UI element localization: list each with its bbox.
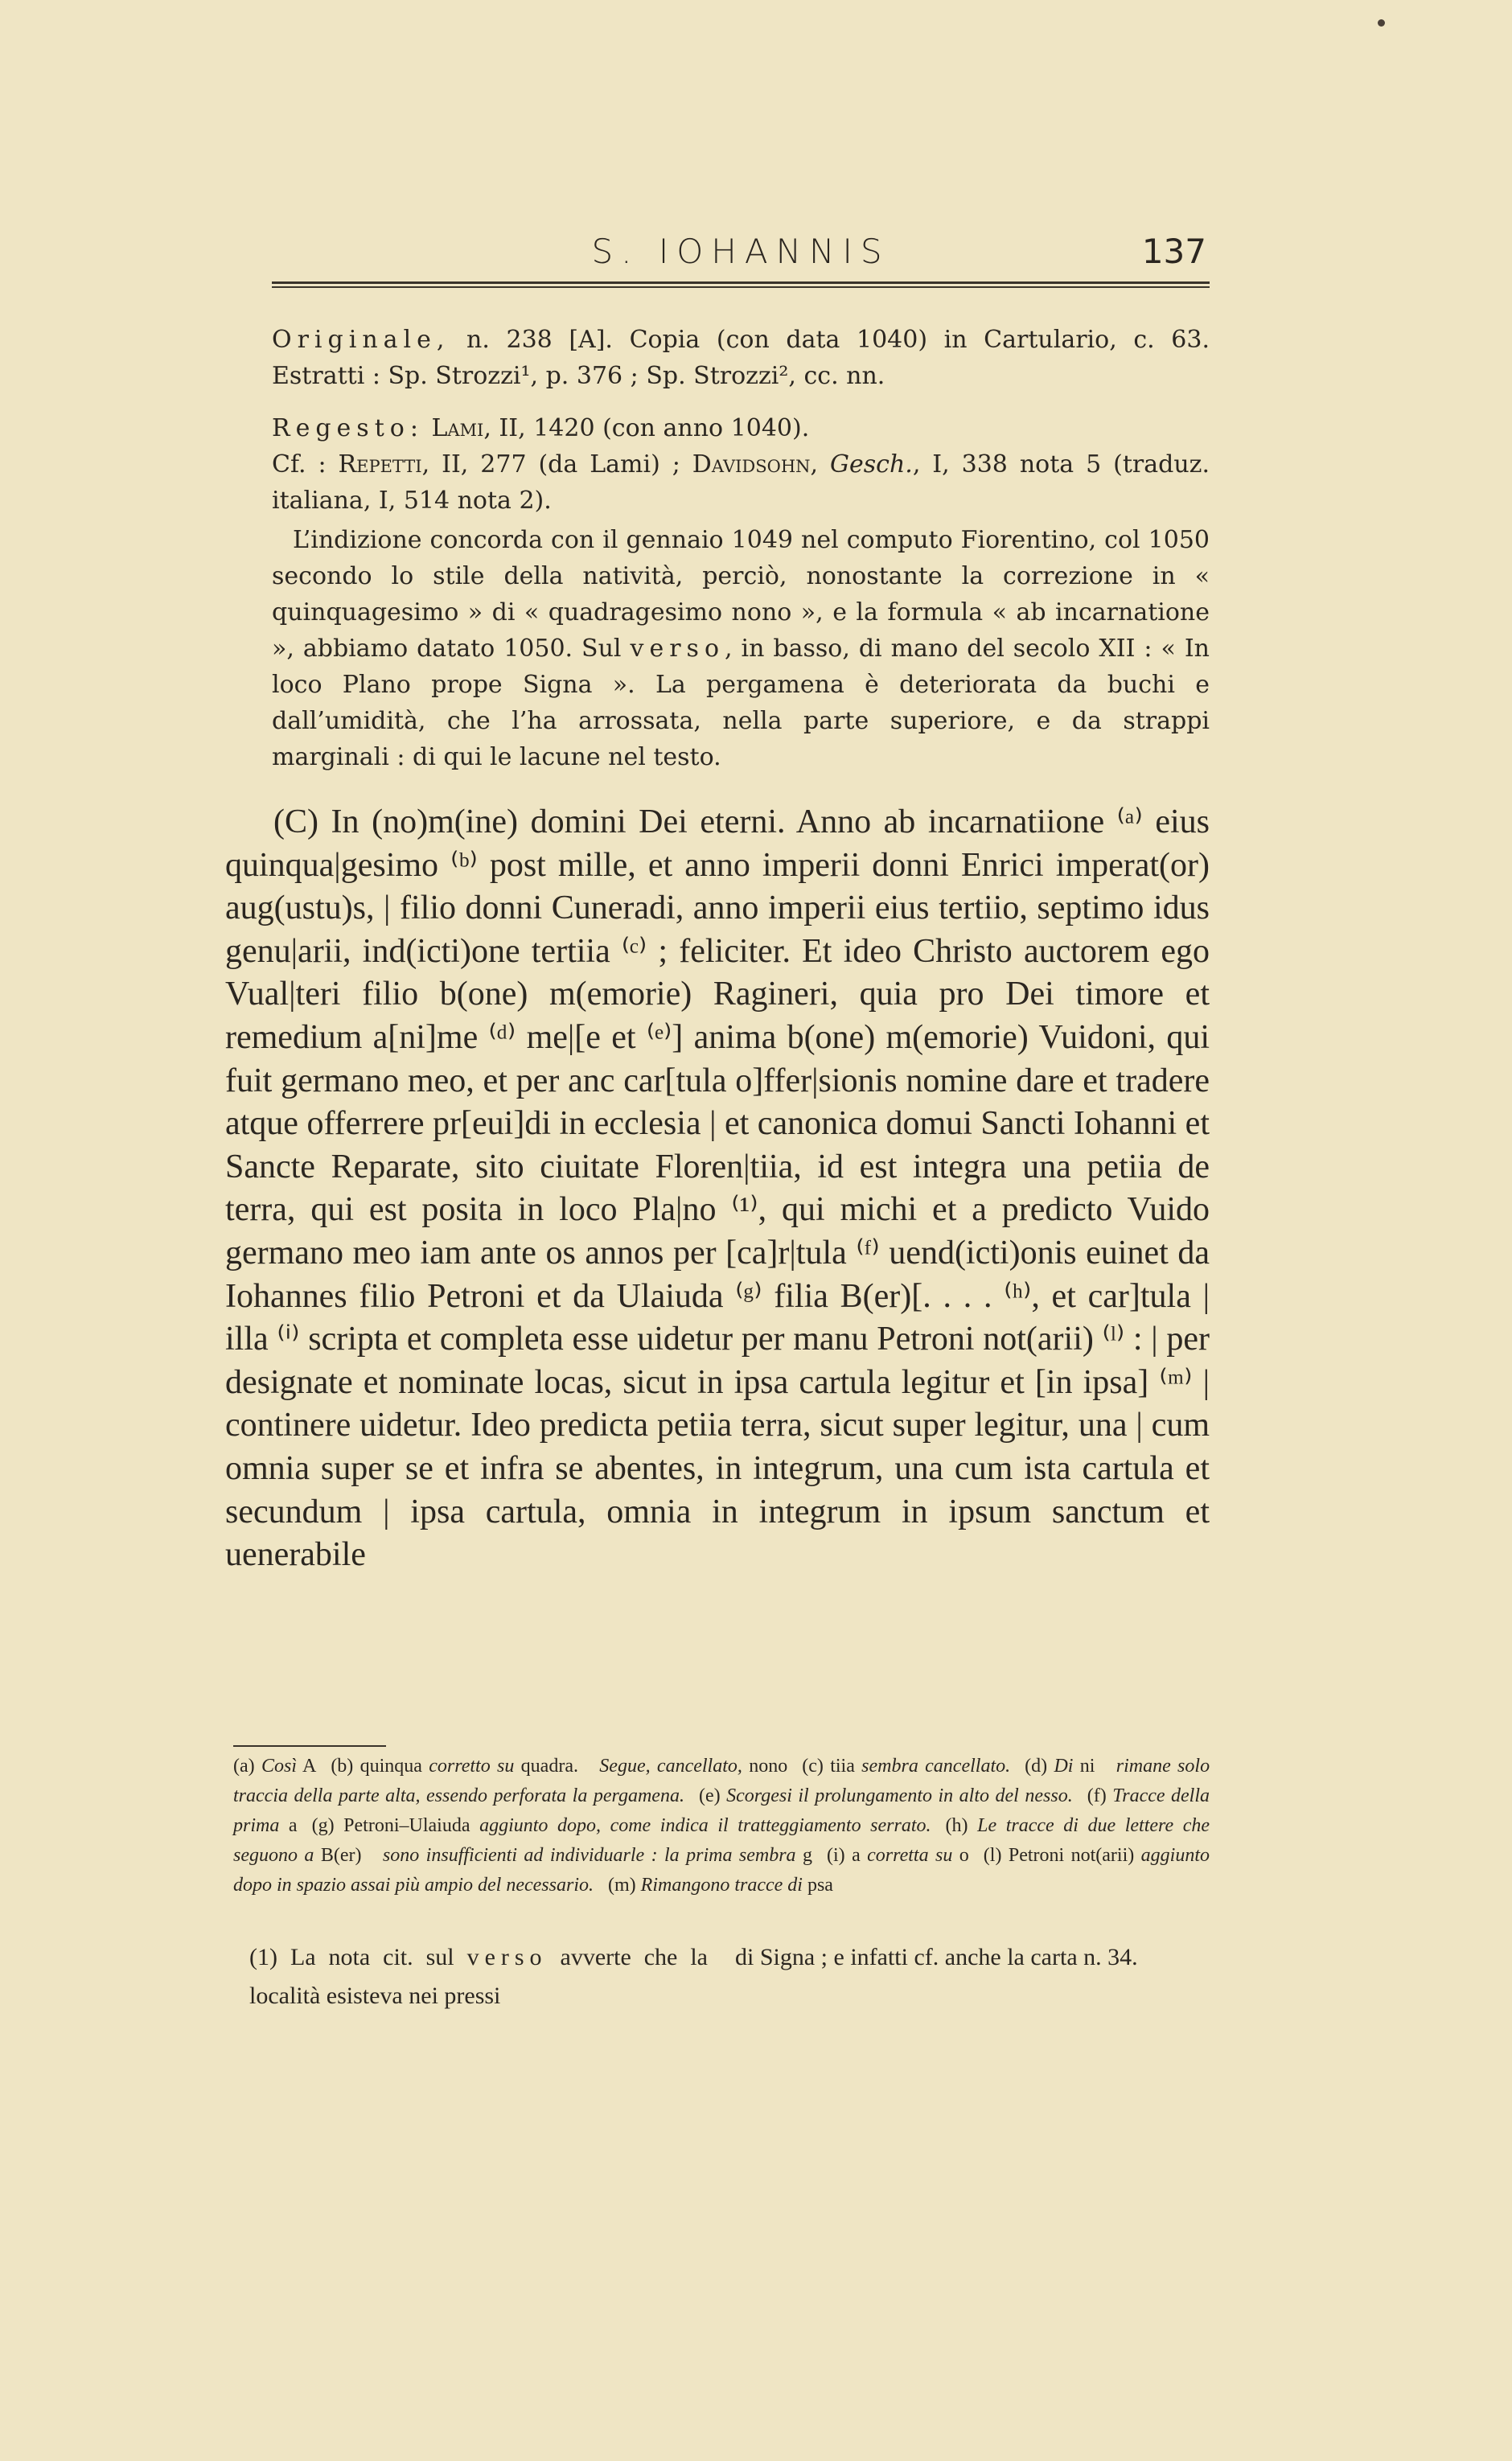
variant-italic: Di [1054,1756,1074,1777]
variant-note [599,1756,787,1777]
regesto-text: , II, 1420 (con anno 1040). [483,414,810,442]
variant-mark: (m) [608,1875,641,1896]
variant-mark: (h) [945,1815,978,1836]
originale-entry [272,322,1210,394]
variant-italic: Rimangono tracce di [640,1875,803,1896]
regesto-entry [272,410,1210,446]
variant-note [608,1875,833,1896]
editorial-intro [272,322,1210,775]
variant-italic: rimane solo traccia della parte alta, essendo perforata la pergamena. [233,1756,1210,1806]
cf-text-1: , II, 277 (da Lami) ; [421,450,692,479]
cf-text-2: , I, 338 nota 5 (traduz. italiana, I, 514 nota 2). [272,450,1210,515]
variant-mark: (d) [1025,1756,1054,1777]
variant-roman2: g [795,1845,812,1866]
variant-note [233,1756,316,1777]
variant-italic: Le tracce di due lettere che seguono a [233,1815,1210,1866]
variant-roman2: psa [802,1875,833,1896]
variant-note [802,1756,1010,1777]
variant-roman2: B(er) [314,1845,368,1866]
running-title: S. IOHANNIS [591,232,890,271]
variant-mark: (i) [826,1845,853,1866]
footnote-1 [249,1938,708,2015]
variant-roman: Petroni–Ulaiuda [343,1815,480,1836]
variant-roman: Petroni not(arii) [1008,1845,1141,1866]
variant-note [331,1756,585,1777]
editorial-note [272,522,1210,775]
variant-italic: Così [261,1756,297,1777]
critical-apparatus [233,1752,1210,1900]
footnote-left-text: avverte che la località esisteva nei pressi [249,1944,708,2009]
note-part-2: , in basso, di mano del secolo XII : « In loco Plano prope Signa ». La pergamena è deteriorata da buchi e dall’umidità, che l’ha arrossata, nella parte superiore, e da strappi marginali : di qui le lacune nel testo. [272,635,1210,771]
variant-mark: (a) [233,1756,261,1777]
variant-italic: corretta su [867,1845,953,1866]
variant-mark: (b) [331,1756,360,1777]
charter-text [225,801,1210,1577]
cf-separator: , [810,450,831,479]
variant-italic: Scorgesi il prolungamento in alto del nesso. [726,1785,1073,1806]
variant-note [827,1845,969,1866]
variant-italic: sembra cancellato. [861,1756,1011,1777]
notes-rule [233,1745,386,1747]
variant-italic: aggiunto dopo in spazio assai più ampio del necessario. [233,1845,1210,1896]
regesto-author: Lami [431,414,484,442]
variant-italic: Tracce della prima [233,1785,1210,1836]
footnote-1-continued: di Signa ; e infatti cf. anche la carta n. 34. [735,1944,1138,1970]
variant-italic: corretto su [429,1756,515,1777]
variant-mark: (e) [698,1785,727,1806]
cf-entry [272,446,1210,519]
cf-label: Cf. : [272,450,339,479]
cf-author-repetti: Repetti [338,450,422,479]
footnote-right-column [735,1938,1210,1977]
variant-italic: Segue, cancellato, [599,1756,742,1777]
variant-note [699,1785,1073,1806]
variant-italic: sono insufficienti ad individuarle : la prima sembra [382,1845,796,1866]
charter-paragraph: (C) In (no)m(ine) domini Dei eterni. Anno ab incarnatiione ⁽ᵃ⁾ eius quinqua|gesimo ⁽ᵇ⁾ post mille, et anno imperii donni Enrici imperat(or) aug(ustu)s, | filio donni Cuneradi, anno imperii eius tertiio, septimo idus genu|arii, ind(icti)one tertiia ⁽ᶜ⁾ ; feliciter. Et ideo Christo auctorem ego Vual|teri filio b(one) m(emorie) Ragineri, quia pro Dei timore et remedium a[ni]me ⁽ᵈ⁾ me|[e et ⁽ᵉ⁾] anima b(one) m(emorie) Vuidoni, qui fuit germano meo, et per anc car[tula o]ffer|sionis nomine dare et tradere atque offerrere pr[eui]di in ecclesia | et canonica domui Sancti Iohanni et Sancte Reparate, sito ciuitate Floren|tiia, id est integra una petiia de terra, qui est posita in loco Pla|no ⁽¹⁾, qui michi et a predicto Vuido germano meo iam ante os annos per [ca]r|tula ⁽ᶠ⁾ uend(icti)onis euinet da Iohannes filio Petroni et da Ulaiuda ⁽ᵍ⁾ filia B(er)[. . . . ⁽ʰ⁾, et car]tula | illa ⁽ⁱ⁾ scripta et completa esse uidetur per manu Petroni not(arii) ⁽ˡ⁾ : | per designate et nominate locas, sicut in ipsa cartula legitur et [in ipsa] ⁽ᵐ⁾ | continere uidetur. Ideo predicta petiia terra, sicut super legitur, una | cum omnia super se et infra se abentes, in integrum, una cum ista cartula et secundum | ipsa cartula, omnia in integrum in ipsum sanctum et uenerabile [225,803,1210,1574]
note-part-1: L’indizione concorda con il gennaio 1049 nel computo Fiorentino, col 1050 secondo lo stile della natività, perciò, nonostante la correzione in « quinquagesimo » di « quadragesimo nono », e la formula « ab incarnatione », abbiamo datato 1050. Sul [272,526,1210,663]
variant-roman: quinqua [360,1756,429,1777]
cf-title: Gesch. [830,450,913,479]
variant-notes [233,1752,1210,1900]
footnote-label: (1) La nota cit. sul [249,1944,467,1970]
running-header [272,227,1210,275]
variant-roman2: quadra. [514,1756,585,1777]
note-verso: verso [630,635,725,663]
variant-roman: tiia [830,1756,862,1777]
variant-mark: (l) [983,1845,1009,1866]
variant-note [312,1815,931,1836]
variant-roman2: nono [742,1756,788,1777]
variant-note [1025,1756,1102,1777]
footnote-left-column [249,1938,708,2015]
variant-mark: (c) [802,1756,831,1777]
variant-mark: (g) [311,1815,344,1836]
variant-roman2: a [279,1815,298,1836]
variant-note [383,1845,812,1866]
header-rule-bottom [272,286,1210,288]
regesto-label: Regesto: [272,414,424,442]
variant-roman2: o [952,1845,969,1866]
variant-mark: (f) [1087,1785,1113,1806]
page-speck [1378,19,1385,27]
originale-text: n. 238 [A]. Copia (con data 1040) in Cartulario, c. 63. Estratti : Sp. Strozzi¹, p. 376 ; Sp. Strozzi², cc. nn. [272,326,1210,390]
variant-roman: a [852,1845,868,1866]
variant-italic: aggiunto dopo, come indica il tratteggiamento serrato. [479,1815,931,1836]
originale-label: Originale, [272,326,450,354]
footnote-verso: verso [466,1944,548,1970]
variant-roman2: A [296,1756,317,1777]
header-rule-top [272,281,1210,284]
variant-roman2: ni [1073,1756,1102,1777]
page-number: 137 [1141,232,1206,271]
cf-author-davidsohn: Davidsohn [692,450,811,479]
